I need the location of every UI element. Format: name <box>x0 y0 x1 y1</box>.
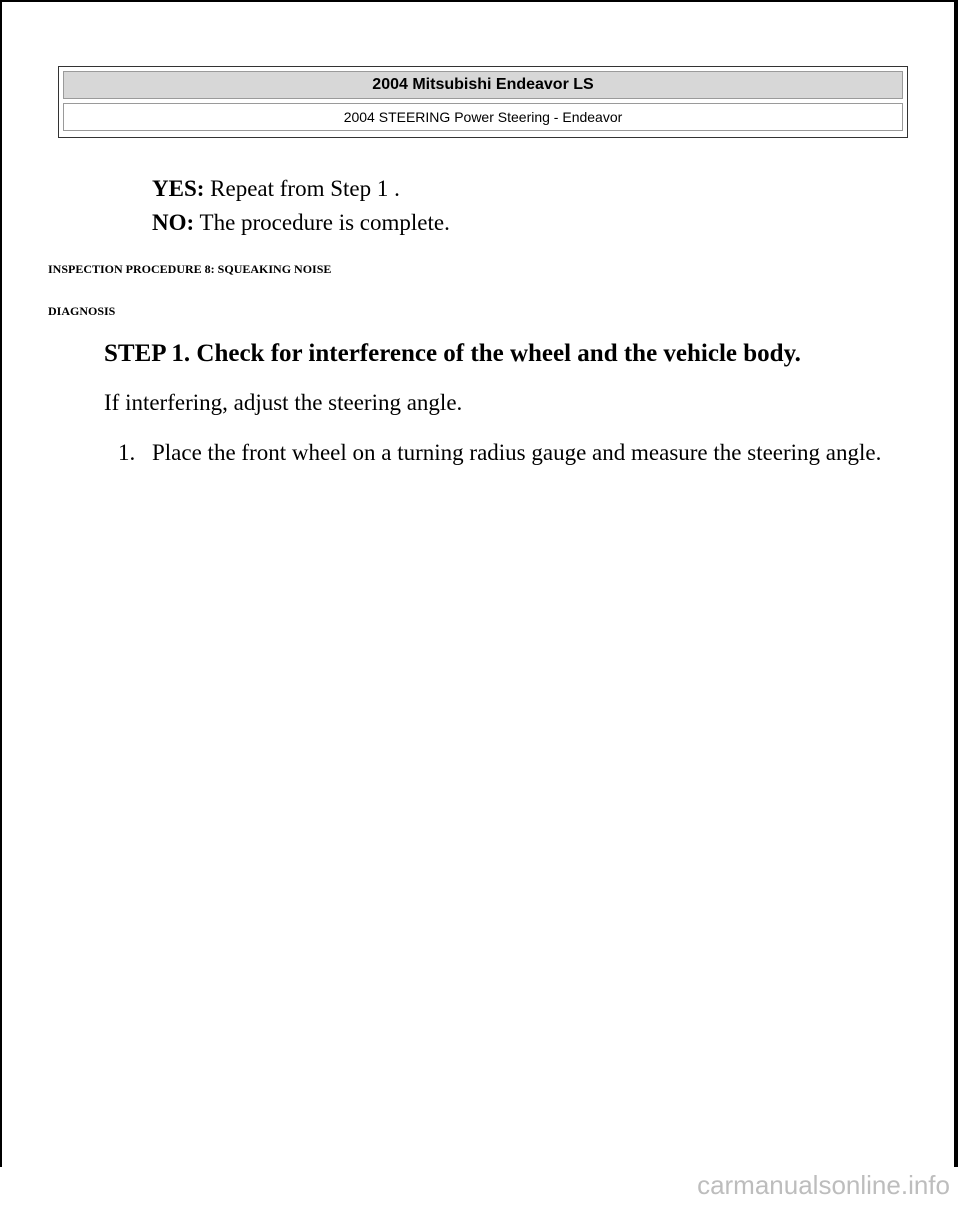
section-subtitle: 2004 STEERING Power Steering - Endeavor <box>63 103 903 131</box>
inspection-procedure-heading: INSPECTION PROCEDURE 8: SQUEAKING NOISE <box>48 262 332 276</box>
no-label: NO: <box>152 210 195 235</box>
yes-text: Repeat from Step 1 . <box>210 176 400 201</box>
watermark: carmanualsonline.info <box>697 1170 950 1200</box>
list-item-text: Place the front wheel on a turning radius gauge and measure the steering angle. <box>152 440 882 465</box>
step-list <box>104 438 894 468</box>
list-item-number: 1. <box>118 440 136 465</box>
document-header <box>58 66 908 138</box>
step-title: STEP 1. Check for interference of the wheel and the vehicle body. <box>104 340 801 367</box>
step-intro: If interfering, adjust the steering angle. <box>104 390 463 415</box>
list-item <box>104 438 894 468</box>
no-result <box>152 209 450 237</box>
yes-label: YES: <box>152 176 205 201</box>
yes-result <box>152 175 400 203</box>
diagnosis-heading: DIAGNOSIS <box>48 304 116 318</box>
no-text: The procedure is complete. <box>199 210 450 235</box>
vehicle-title: 2004 Mitsubishi Endeavor LS <box>63 71 903 99</box>
